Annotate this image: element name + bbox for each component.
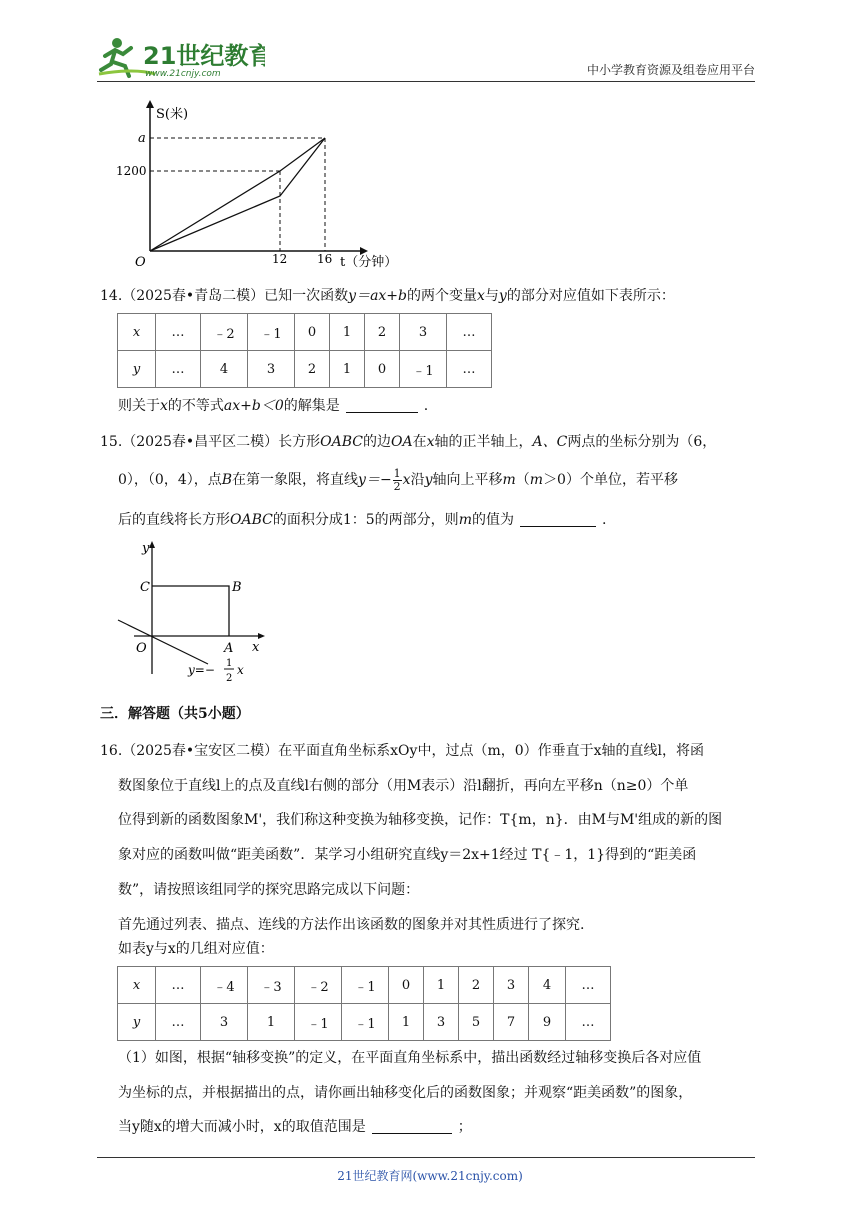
y-tick-a: a [138,131,146,146]
fig-eq-num: 1 [226,658,233,669]
question-16-line7: 如表y与x的几组对应值： [118,941,274,957]
question-16-line2: 数图象位于直线l上的点及直线l右侧的部分（用M表示）沿l翻折，再向左平移n（n≥0）个单 [118,778,689,794]
site-logo [95,34,265,80]
table-row: x … ﹣2 ﹣1 0 1 2 3 … [118,314,492,351]
fig-point-b: B [232,580,242,595]
svg-text:www.21cnjy.com: www.21cnjy.com [145,69,221,79]
q16-value-table [117,966,611,1041]
fig-line-eq: y=− [188,663,215,677]
answer-blank[interactable] [372,1117,452,1134]
fig-point-o: O [136,641,147,656]
question-16-line6: 首先通过列表、描点、连线的方法作出该函数的图象并对其性质进行了探究. [118,917,585,933]
section-heading: 三．解答题（共5小题） [100,706,250,722]
question-16-line5: 数”，请按照该组同学的探究思路完成以下问题： [118,882,420,898]
table-row: x … ﹣4 ﹣3 ﹣2 ﹣1 0 1 2 3 4 … [118,967,611,1004]
header-divider [97,81,755,82]
question-15-line3: 后的直线将长方形OABC的面积分成1：5的两部分，则m的值为 . [118,512,607,528]
question-14-ask: 则关于x的不等式ax+b＜0的解集是 . [118,398,429,414]
fig-y-label: y [142,541,150,556]
question-16-part1-line2: 为坐标的点，并根据描出的点，请你画出轴移变化后的函数图象；并观察“距美函数”的图象， [118,1085,693,1101]
origin-label: O [135,255,146,270]
y-tick-1200: 1200 [116,164,147,178]
question-15-line2: 0），（0，4），点B在第一象限，将直线y＝− $\frac{1}{2}$ x沿y轴向上平移m（m＞0）个单位，若平移 [118,466,678,493]
y-axis-label: S(米) [156,107,189,122]
platform-name: 中小学教育资源及组卷应用平台 [586,63,755,77]
fig-eq-den: 2 [226,673,233,684]
question-14: 14.（2025春•青岛二模）已知一次函数y＝ax+b的两个变量x与y的部分对应值如下表所示： [100,288,675,304]
table-row: y … 4 3 2 1 0 ﹣1 … [118,351,492,388]
x-tick-12: 12 [272,252,288,266]
x-axis-label: t（分钟） [340,255,398,270]
question-16-part1-line1: （1）如图，根据“轴移变换”的定义，在平面直角坐标系中，描出函数经过轴移变换后各对应值 [118,1050,702,1066]
question-16-line3: 位得到新的函数图象M'，我们称这种变换为轴移变换，记作：T{m，n}．由M与M'组成的新的图 [118,812,723,828]
answer-blank[interactable] [520,510,596,527]
question-16-line4: 象对应的函数叫做“距美函数”．某学习小组研究直线y＝2x+1经过 T{﹣1，1}得到的“距美函 [118,847,697,863]
fraction: $\frac{1}{2}$ [393,466,401,493]
q14-value-table [117,313,492,388]
x-tick-16: 16 [317,252,333,266]
question-16-line1: 16.（2025春•宝安区二模）在平面直角坐标系xOy中，过点（m，0）作垂直于x轴的直线l，将函 [100,743,704,759]
distance-time-graph [110,98,420,274]
fig-eq-x: x [237,663,244,677]
table-row: y … 3 1 ﹣1 ﹣1 1 3 5 7 9 … [118,1004,611,1041]
fig-point-a: A [224,641,234,656]
footer-divider [97,1157,755,1158]
question-15-line1: 15.（2025春•昌平区二模）长方形OABC的边OA在x轴的正半轴上，A、C两点的坐标分别为（6， [100,434,717,450]
question-16-part1-line3: 当y随x的增大而减小时，x的取值范围是 ； [118,1119,472,1135]
footer-link[interactable]: 21世纪教育网(www.21cnjy.com) [337,1169,523,1183]
fig-x-label: x [252,640,260,655]
svg-text:21世纪教育: 21世纪教育 [143,42,265,70]
answer-blank[interactable] [346,396,418,413]
fig-point-c: C [140,580,150,595]
rectangle-oabc-figure [112,538,272,692]
